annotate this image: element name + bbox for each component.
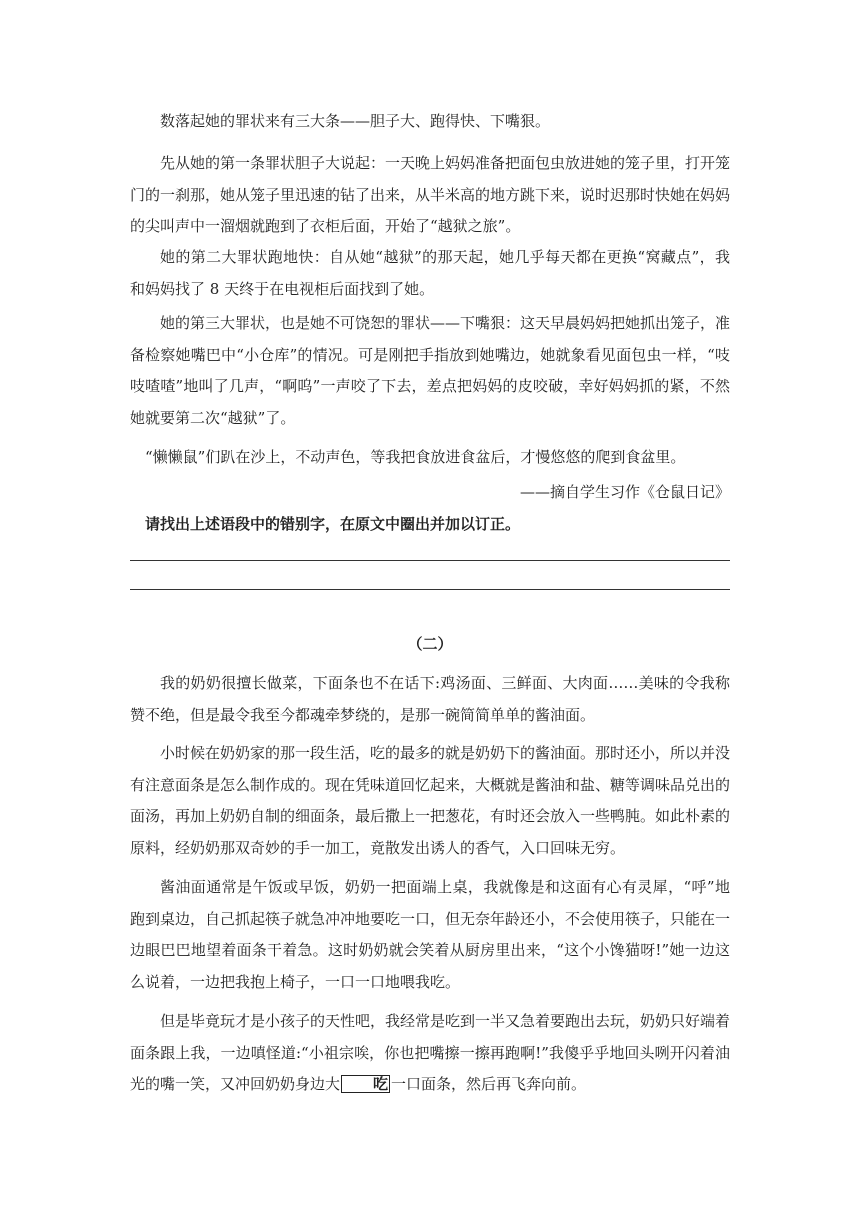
- passage1-paragraph-3: 她的第二大罪状跑地快：自从她“越狱”的那天起，她几乎每天都在更换“窝藏点”，我和妈妈找了 8 天终于在电视柜后面找到了她。: [130, 248, 730, 298]
- passage2-paragraph-3: 酱油面通常是午饭或早饭，奶奶一把面端上桌，我就像是和这面有心有灵犀，“呼”地跑到桌边，自己抓起筷子就急冲冲地要吃一口，但无奈年龄还小，不会使用筷子，只能在一边眼巴巴地望着面条干着急。这时奶奶就会笑着从厨房里出来，“这个小馋猫呀!”她一边这么说着，一边把我抱上椅子，一口一口地喂我吃。: [130, 878, 731, 991]
- passage2-paragraph-2: 小时候在奶奶家的那一段生活，吃的最多的就是奶奶下的酱油面。那时还小，所以并没有注意面条是怎么制作成的。现在凭味道回忆起来，大概就是酱油和盐、糖等调味品兑出的面汤，再加上奶奶自制的细面条，最后撒上一把葱花，有时还会放入一些鸭肫。如此朴素的原料，经奶奶那双奇妙的手一加工，竟散发出诱人的香气，入口回味无穷。: [130, 744, 731, 857]
- section-2-title: （二）: [407, 635, 453, 653]
- answer-line-1: [130, 560, 730, 561]
- question-prompt: 请找出上述语段中的错别字，在原文中圈出并加以订正。: [145, 515, 521, 533]
- passage1-paragraph-1: 数落起她的罪状来有三大条——胆子大、跑得快、下嘴狠。: [160, 112, 551, 130]
- passage2-paragraph-1: 我的奶奶很擅长做菜，下面条也不在话下:鸡汤面、三鲜面、大肉面……美味的令我称赞不绝，但是最令我至今都魂牵梦绕的，是那一碗简简单单的酱油面。: [130, 674, 730, 724]
- passage2-paragraph-4-text-before: 但是毕竟玩才是小孩子的天性吧，我经常是吃到一半又急着要跑出去玩，奶奶只好端着面条跟上我，一边嗔怪道:“小祖宗唉，你也把嘴擦一擦再跑啊!”我傻乎乎地回头咧开闪着油光的嘴一笑，又冲回奶奶身边大: [130, 1012, 731, 1093]
- passage2-paragraph-4-text-after: 一口面条，然后再飞奔向前。: [391, 1075, 587, 1093]
- passage2-paragraph-4: [130, 1006, 730, 1101]
- passage1-paragraph-5: “懒懒鼠”们趴在沙上，不动声色，等我把食放进食盆后，才慢悠悠的爬到食盆里。: [145, 448, 686, 466]
- answer-line-2: [130, 589, 730, 590]
- passage1-paragraph-4: 她的第三大罪状，也是她不可饶恕的罪状——下嘴狠：这天早晨妈妈把她抓出笼子，准备检察她嘴巴中“小仓库”的情况。可是刚把手指放到她嘴边，她就象看见面包虫一样，“吱吱喳喳”地叫了几声，“啊呜”一声咬了下去，差点把妈妈的皮咬破，幸好妈妈抓的紧，不然她就要第二次“越狱”了。: [130, 314, 731, 427]
- circled-character: 吃: [341, 1075, 390, 1093]
- passage1-source: ——摘自学生习作《仓鼠日记》: [519, 483, 730, 501]
- passage1-paragraph-2: 先从她的第一条罪状胆子大说起：一天晚上妈妈准备把面包虫放进她的笼子里，打开笼门的一刹那，她从笼子里迅速的钻了出来，从半米高的地方跳下来，说时迟那时快她在妈妈的尖叫声中一溜烟就跑到了衣柜后面，开始了“越狱之旅”。: [130, 154, 731, 235]
